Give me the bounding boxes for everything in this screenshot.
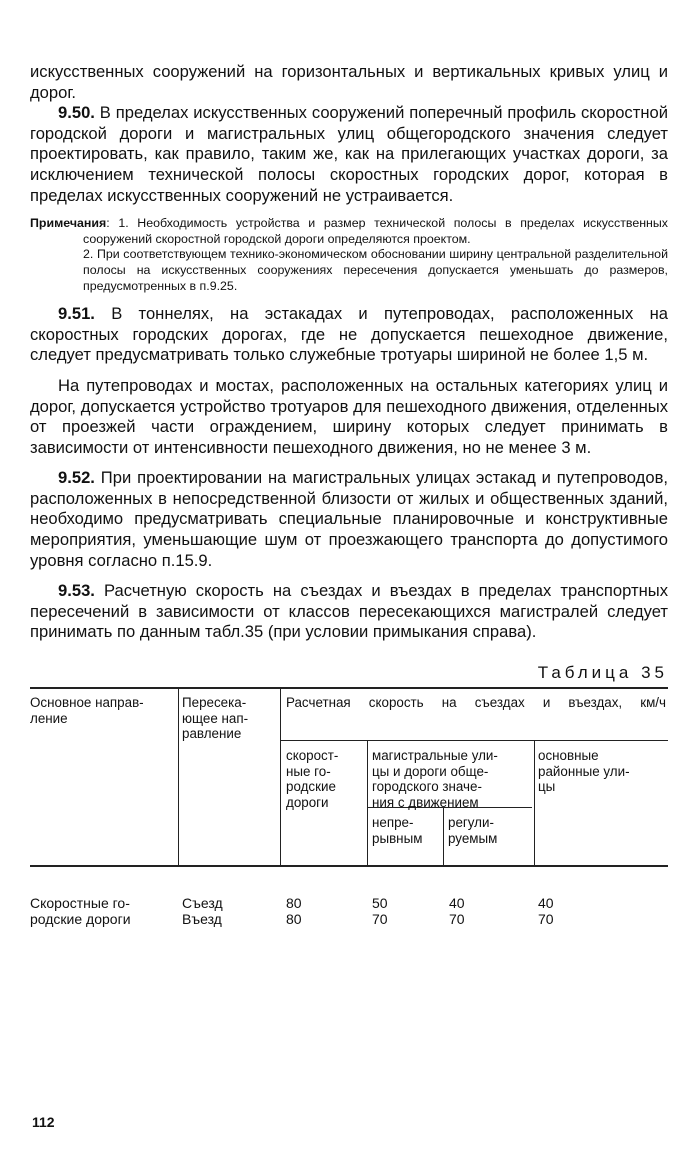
col-divider-4 xyxy=(534,740,535,865)
cell-express-entry: 80 xyxy=(286,911,302,928)
cell-continuous-entry: 70 xyxy=(372,911,388,928)
paragraph-continuation: искусственных сооружений на горизонтальных и вертикальных кривых улиц и дорог. xyxy=(30,62,668,102)
notes-block xyxy=(30,216,668,294)
header-regulated: регули- руемым xyxy=(448,815,498,846)
table-top-rule xyxy=(30,687,668,689)
clause-text: Расчетную скорость на съездах и въездах в пределах транспортных пересечений в зависимости от классов пересекающихся магистралей следует принимать по данным табл.35 (при условии примыкания справа). xyxy=(30,581,668,642)
col-divider-2 xyxy=(280,687,281,865)
cell-continuous-exit: 50 xyxy=(372,895,388,912)
note-2: 2. При соответствующем технико-экономическом обосновании ширину центральной разделительной полосы на искусственных сооружениях пересечения допускается уменьшать до размеров, предусмотренных в п.9.25. xyxy=(83,247,668,293)
table-caption: Таблица 35 xyxy=(537,663,668,683)
clause-number: 9.50. xyxy=(58,103,95,123)
page-content xyxy=(30,62,668,945)
notes-label: Примечания xyxy=(30,216,107,231)
col-divider-3 xyxy=(367,740,368,865)
table-35 xyxy=(30,687,668,945)
rule-under-header xyxy=(30,865,668,867)
paragraph-9-51-b: На путепроводах и мостах, расположенных на остальных категориях улиц и дорог, допускается устройство тротуаров для пешеходного движения, отделенных от проезжей части ограждением, ширину которых следует принимать в зависимости от интенсивности пешеходного движения, но не менее 3 м. xyxy=(30,375,668,457)
note-1-text: 1. Необходимость устройства и размер технической полосы в пределах искусственных сооружений скоростной городской дороги определяются проектом. xyxy=(83,216,668,246)
row-main-direction: Скоростные го- родские дороги xyxy=(30,895,131,927)
clause-text: При проектировании на магистральных улицах эстакад и путепроводов, расположенных в непосредственной близости от жилых и общественных зданий, необходимо предусматривать специальные планировочные и конструктивные мероприятия, уменьшающие шум от проезжающего транспорта до допустимого уровня согласно п.15.9. xyxy=(30,468,668,570)
cell-district-exit: 40 xyxy=(538,895,554,912)
paragraph-9-52 xyxy=(30,468,668,571)
col-divider-5 xyxy=(443,807,444,865)
col-divider-1 xyxy=(178,687,179,865)
cell-cross-entry: Въезд xyxy=(182,911,222,928)
note-1: Примечания: 1. Необходимость устройства и размер технической полосы в пределах искусственных сооружений скоростной городской дороги определяются проектом. xyxy=(30,216,668,246)
header-express: скорост- ные го- родские дороги xyxy=(286,748,339,810)
rule-under-speed xyxy=(280,740,668,741)
header-main-direction: Основное направ- ление xyxy=(30,695,144,726)
paragraph-9-53 xyxy=(30,581,668,643)
clause-number: 9.51. xyxy=(58,304,95,324)
header-continuous: непре- рывным xyxy=(372,815,423,846)
paragraph-9-50 xyxy=(30,103,668,206)
cell-district-entry: 70 xyxy=(538,911,554,928)
clause-number: 9.52. xyxy=(58,468,95,488)
cell-regulated-entry: 70 xyxy=(449,911,465,928)
header-speed: Расчетная скорость на съездах и въездах, км/ч xyxy=(286,695,666,711)
paragraph-9-51 xyxy=(30,304,668,366)
header-arterial: магистральные ули- цы и дороги обще- городского значе- ния с движением xyxy=(372,748,498,810)
cell-regulated-exit: 40 xyxy=(449,895,465,912)
header-crossing-direction: Пересека- ющее нап- равление xyxy=(182,695,249,742)
clause-number: 9.53. xyxy=(58,581,95,601)
clause-text: В тоннелях, на эстакадах и путепроводах, расположенных на скоростных городских дорогах, где не допускается пешеходное движение, следует предусматривать только служебные тротуары шириной не более 1,5 м. xyxy=(30,304,668,365)
header-district: основные районные ули- цы xyxy=(538,748,630,795)
page-number: 112 xyxy=(32,1114,55,1130)
cell-express-exit: 80 xyxy=(286,895,302,912)
clause-text: В пределах искусственных сооружений поперечный профиль скоростной городской дороги и магистральных улиц общегородского значения следует проектировать, как правило, таким же, как на прилегающих участках дороги, за исключением технической полосы скоростных городских дорог, которая в пределах искусственных сооружений не устраивается. xyxy=(30,103,668,205)
cell-cross-exit: Съезд xyxy=(182,895,223,912)
